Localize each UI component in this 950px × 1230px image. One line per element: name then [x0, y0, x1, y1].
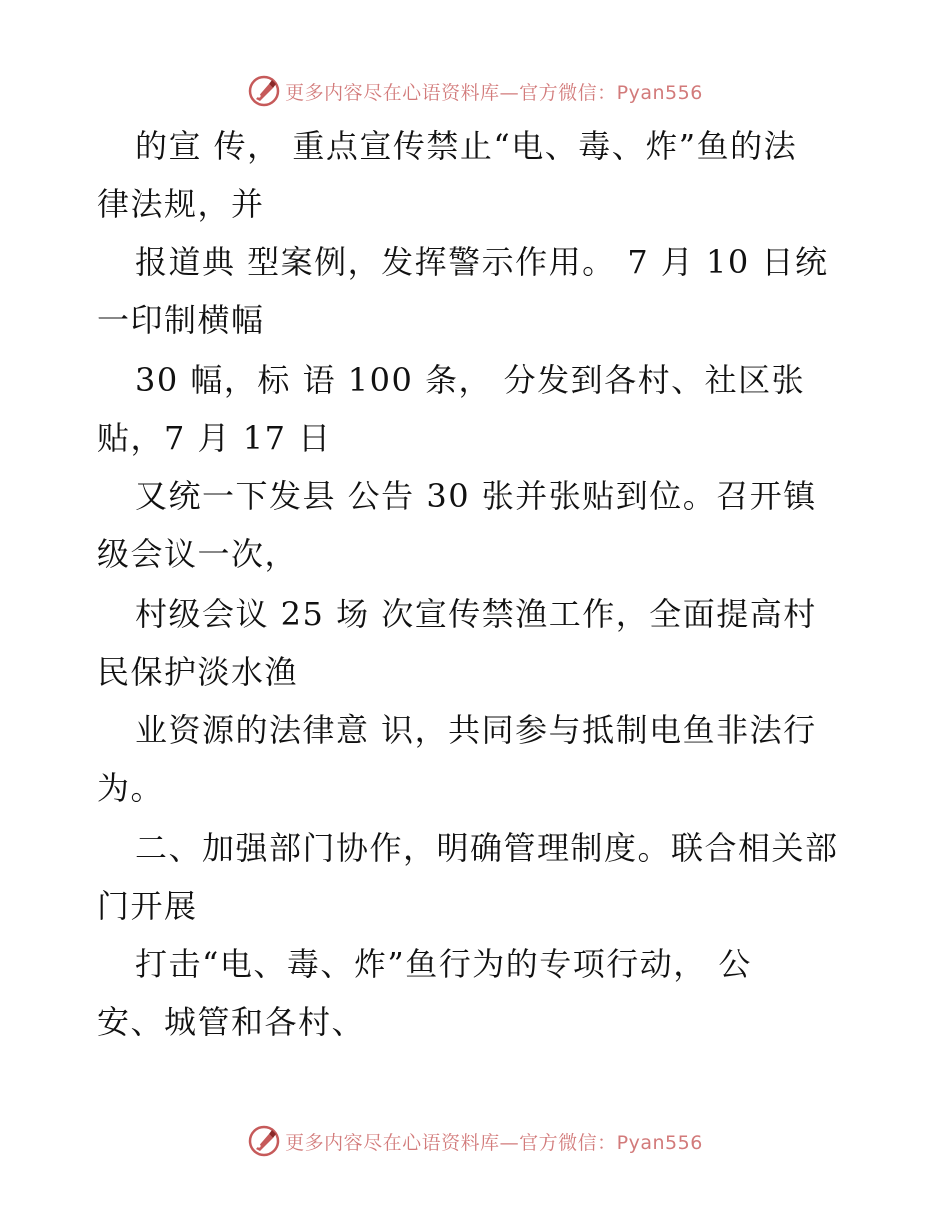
- pen-nib-circle-icon: [247, 1124, 281, 1158]
- text-line: 的宣 传， 重点宣传禁止“电、毒、炸”鱼的法: [135, 127, 798, 165]
- text-line: 门开展: [97, 887, 198, 925]
- text-line: 打击“电、毒、炸”鱼行为的专项行动， 公: [135, 945, 752, 983]
- text-line: 民保护淡水渔: [97, 653, 299, 691]
- pen-nib-circle-icon: [247, 74, 281, 108]
- text-line: 级会议一次，: [97, 535, 299, 573]
- text-line: 安、城管和各村、: [97, 1003, 366, 1041]
- text-line: 二、加强部门协作，明确管理制度。联合相关部: [135, 829, 839, 867]
- text-line: 律法规，并: [97, 185, 265, 223]
- header-watermark: [0, 71, 950, 111]
- watermark-text: 更多内容尽在心语资料库—官方微信：Pyan556: [285, 81, 703, 104]
- text-line: 贴，7 月 17 日: [97, 419, 332, 457]
- watermark-contact: Pyan556: [616, 1131, 703, 1154]
- text-line: 30 幅，标 语 100 条， 分发到各村、社区张: [135, 361, 806, 399]
- watermark-contact: Pyan556: [616, 81, 703, 104]
- watermark-text: 更多内容尽在心语资料库—官方微信：Pyan556: [285, 1131, 703, 1154]
- text-line: 村级会议 25 场 次宣传禁渔工作，全面提高村: [135, 595, 817, 633]
- text-line: 业资源的法律意 识，共同参与抵制电鱼非法行: [135, 711, 817, 749]
- text-line: 又统一下发县 公告 30 张并张贴到位。召开镇: [135, 477, 817, 515]
- text-line: 报道典 型案例，发挥警示作用。 7 月 10 日统: [135, 243, 829, 281]
- footer-watermark: [0, 1121, 950, 1161]
- text-line: 一印制横幅: [97, 301, 265, 339]
- text-line: 为。: [97, 769, 165, 807]
